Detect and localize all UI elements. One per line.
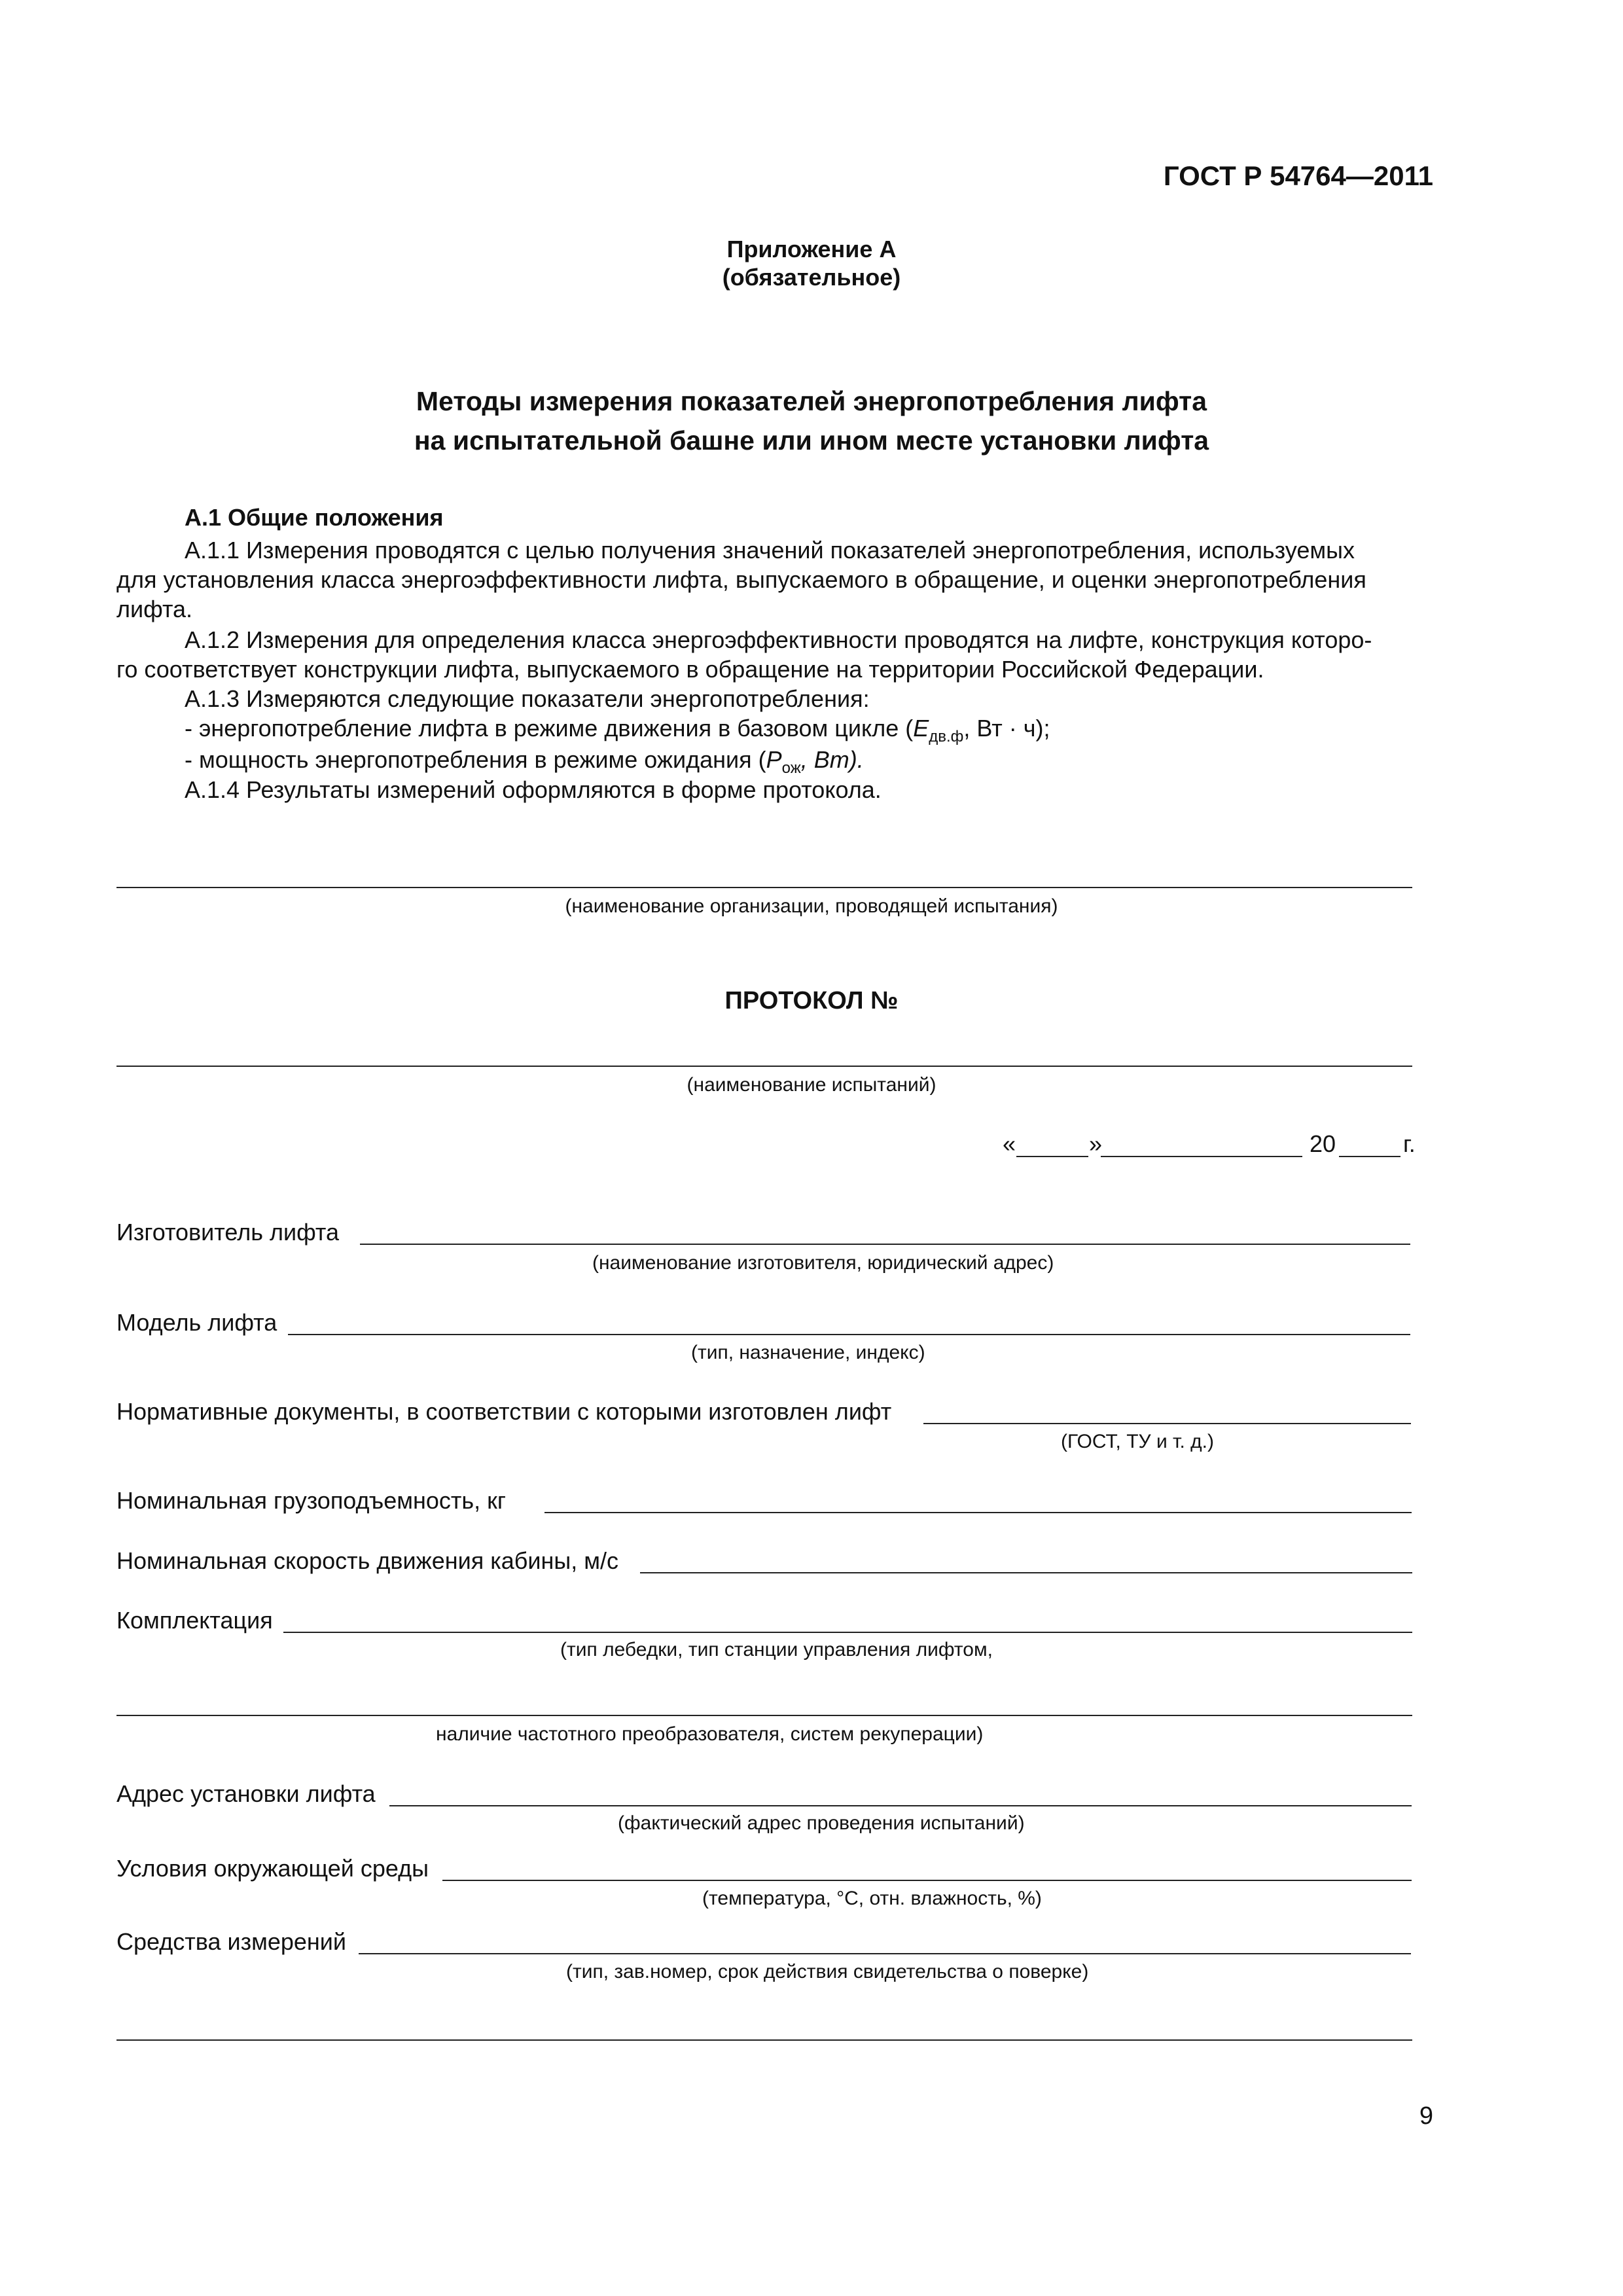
environment-label: Условия окружающей среды xyxy=(116,1855,429,1882)
date-month-line xyxy=(1101,1156,1302,1157)
power-unit: , Вт). xyxy=(800,746,864,773)
date-quote-close: » xyxy=(1089,1130,1103,1157)
capacity-line xyxy=(544,1512,1412,1513)
date-quote-open: « xyxy=(1003,1130,1016,1157)
address-caption: (фактический адрес проведения испытаний) xyxy=(618,1812,1025,1834)
model-label: Модель лифта xyxy=(116,1309,277,1336)
normative-docs-label: Нормативные документы, в соответствии с которыми изготовлен лифт xyxy=(116,1398,892,1425)
instruments-label: Средства измерений xyxy=(116,1928,347,1955)
appendix-title-line1: Методы измерения показателей энергопотребления лифта xyxy=(416,386,1207,416)
date-year-prefix: 20 xyxy=(1310,1130,1336,1157)
model-caption: (тип, назначение, индекс) xyxy=(691,1342,925,1363)
protocol-title: ПРОТОКОЛ № xyxy=(724,987,899,1014)
date-day-line xyxy=(1016,1156,1088,1157)
manufacturer-label: Изготовитель лифта xyxy=(116,1219,340,1246)
environment-line xyxy=(442,1880,1412,1881)
appendix-status: (обязательное) xyxy=(722,264,901,291)
paragraph-a111-line2: для установления класса энергоэффективности лифта, выпускаемого в обращение, и оценки энергопотребления xyxy=(116,566,1366,593)
instruments-line-2 xyxy=(116,2039,1412,2041)
paragraph-a113: А.1.3 Измеряются следующие показатели энергопотребления: xyxy=(185,685,870,712)
address-label: Адрес установки лифта xyxy=(116,1780,376,1807)
org-name-caption: (наименование организации, проводящей испытания) xyxy=(565,895,1058,917)
instruments-line xyxy=(359,1953,1411,1954)
test-name-caption: (наименование испытаний) xyxy=(687,1074,936,1096)
normative-docs-caption: (ГОСТ, ТУ и т. д.) xyxy=(1061,1431,1214,1452)
environment-caption: (температура, °С, отн. влажность, %) xyxy=(702,1888,1042,1909)
document-number: ГОСТ Р 54764—2011 xyxy=(1163,160,1433,191)
address-line xyxy=(389,1805,1412,1806)
list-item-power-text: - мощность энергопотребления в режиме ожидания ( xyxy=(185,746,766,773)
capacity-label: Номинальная грузоподъемность, кг xyxy=(116,1487,507,1514)
paragraph-a114: А.1.4 Результаты измерений оформляются в форме протокола. xyxy=(185,776,882,803)
paragraph-a112-line1: А.1.2 Измерения для определения класса энергоэффективности проводятся на лифте, конструкция которо- xyxy=(185,626,1372,653)
appendix-title-line2: на испытательной башне или ином месте установки лифта xyxy=(414,425,1209,456)
configuration-caption-2: наличие частотного преобразователя, систем рекуперации) xyxy=(436,1723,984,1745)
date-suffix: г. xyxy=(1403,1130,1416,1157)
energy-subscript: дв.ф xyxy=(929,728,964,746)
power-symbol: P xyxy=(766,746,782,773)
energy-unit: , Вт · ч); xyxy=(963,715,1050,742)
paragraph-a111-line3: лифта. xyxy=(116,596,193,622)
configuration-line-2 xyxy=(116,1715,1412,1716)
date-year-line xyxy=(1339,1156,1400,1157)
configuration-caption-1: (тип лебедки, тип станции управления лифтом, xyxy=(560,1639,993,1660)
power-subscript: ож xyxy=(781,759,801,778)
org-name-line xyxy=(116,887,1412,888)
manufacturer-line xyxy=(360,1244,1410,1245)
test-name-line xyxy=(116,1066,1412,1067)
list-item-energy-text: - энергопотребление лифта в режиме движения в базовом цикле ( xyxy=(185,715,914,742)
instruments-caption: (тип, зав.номер, срок действия свидетельства о поверке) xyxy=(566,1961,1089,1982)
speed-label: Номинальная скорость движения кабины, м/с xyxy=(116,1547,619,1574)
energy-symbol: E xyxy=(913,715,929,742)
normative-docs-line xyxy=(923,1423,1411,1424)
paragraph-a112-line2: го соответствует конструкции лифта, выпускаемого в обращение на территории Российской Федерации. xyxy=(116,656,1264,683)
appendix-label: Приложение А xyxy=(726,236,897,262)
section-heading: А.1 Общие положения xyxy=(185,504,444,531)
page-number: 9 xyxy=(1419,2102,1433,2130)
configuration-label: Комплектация xyxy=(116,1607,273,1634)
speed-line xyxy=(640,1572,1412,1573)
manufacturer-caption: (наименование изготовителя, юридический адрес) xyxy=(592,1252,1054,1274)
configuration-line xyxy=(283,1632,1412,1633)
model-line xyxy=(288,1334,1410,1335)
paragraph-a111-line1: А.1.1 Измерения проводятся с целью получения значений показателей энергопотребления, используемых xyxy=(185,537,1355,564)
